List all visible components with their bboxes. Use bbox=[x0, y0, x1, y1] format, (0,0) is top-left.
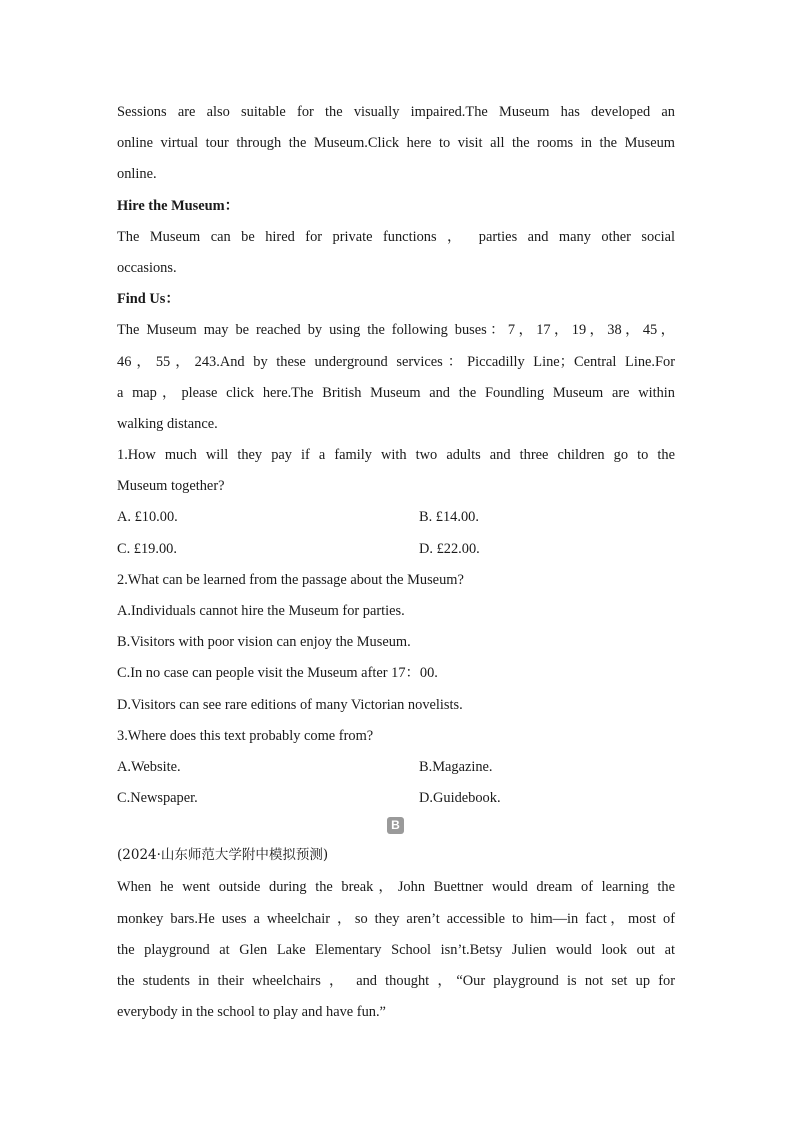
option-row bbox=[117, 752, 675, 783]
question-stem: 3.Where does this text probably come from? bbox=[117, 727, 374, 744]
text-line: the students in their wheelchairs ， and thought ，“Our playground is not set up for bbox=[117, 972, 675, 989]
text-line: The Museum can be hired for private functions ， parties and many other social bbox=[117, 228, 675, 245]
option-b: B.Magazine. bbox=[419, 758, 493, 775]
question-2 bbox=[117, 565, 675, 721]
text-line: online virtual tour through the Museum.Click here to visit all the rooms in the Museum bbox=[117, 135, 675, 152]
question-1 bbox=[117, 440, 675, 565]
question-stem: Museum together? bbox=[117, 478, 225, 495]
intro-paragraph bbox=[117, 97, 675, 191]
option-a: A.Website. bbox=[117, 758, 181, 775]
text-line: the playground at Glen Lake Elementary School isn’t.Betsy Julien would look out at bbox=[117, 941, 675, 958]
text-line: Sessions are also suitable for the visually impaired.The Museum has developed an bbox=[117, 104, 675, 120]
option-b: B. £14.00. bbox=[419, 509, 479, 526]
option-row bbox=[117, 502, 675, 533]
source-citation: (2024·山东师范大学附中模拟预测) bbox=[117, 847, 329, 864]
document-content bbox=[117, 97, 675, 1028]
option-c: C. £19.00. bbox=[117, 540, 177, 557]
text-line: 46，55，243.And by these underground services：Piccadilly Line；Central Line.For bbox=[117, 353, 675, 370]
option-c: C.Newspaper. bbox=[117, 790, 198, 807]
option-a: A. £10.00. bbox=[117, 509, 178, 526]
option-b: B.Visitors with poor vision can enjoy the Museum. bbox=[117, 634, 411, 651]
section-b-marker: B bbox=[387, 817, 404, 834]
passage-b-paragraph bbox=[117, 872, 675, 1028]
hire-heading: Hire the Museum： bbox=[117, 197, 240, 214]
question-3 bbox=[117, 721, 675, 815]
text-line: monkey bars.He uses a wheelchair ，so they aren’t accessible to him—in fact，most of bbox=[117, 910, 675, 927]
find-heading: Find Us： bbox=[117, 291, 180, 308]
question-stem: 1.How much will they pay if a family with two adults and three children go to the bbox=[117, 447, 675, 464]
option-c: C.In no case can people visit the Museum after 17：00. bbox=[117, 665, 438, 682]
option-row bbox=[117, 783, 675, 814]
text-line: walking distance. bbox=[117, 415, 218, 432]
hire-paragraph bbox=[117, 222, 675, 284]
option-row bbox=[117, 534, 675, 565]
text-line: When he went outside during the break，John Buettner would dream of learning the bbox=[117, 879, 675, 896]
text-line: online. bbox=[117, 166, 157, 183]
question-stem: 2.What can be learned from the passage about the Museum? bbox=[117, 571, 464, 588]
text-line: everybody in the school to play and have fun.” bbox=[117, 1004, 386, 1021]
section-marker-row bbox=[117, 814, 675, 838]
option-d: D.Guidebook. bbox=[419, 790, 501, 807]
option-d: D.Visitors can see rare editions of many Victorian novelists. bbox=[117, 696, 463, 713]
text-line: a map，please click here.The British Museum and the Foundling Museum are within bbox=[117, 384, 675, 401]
option-d: D. £22.00. bbox=[419, 540, 480, 557]
text-line: The Museum may be reached by using the following buses：7，17，19，38，45， bbox=[117, 322, 675, 339]
text-line: occasions. bbox=[117, 259, 177, 276]
option-a: A.Individuals cannot hire the Museum for parties. bbox=[117, 603, 405, 619]
find-paragraph bbox=[117, 315, 675, 440]
